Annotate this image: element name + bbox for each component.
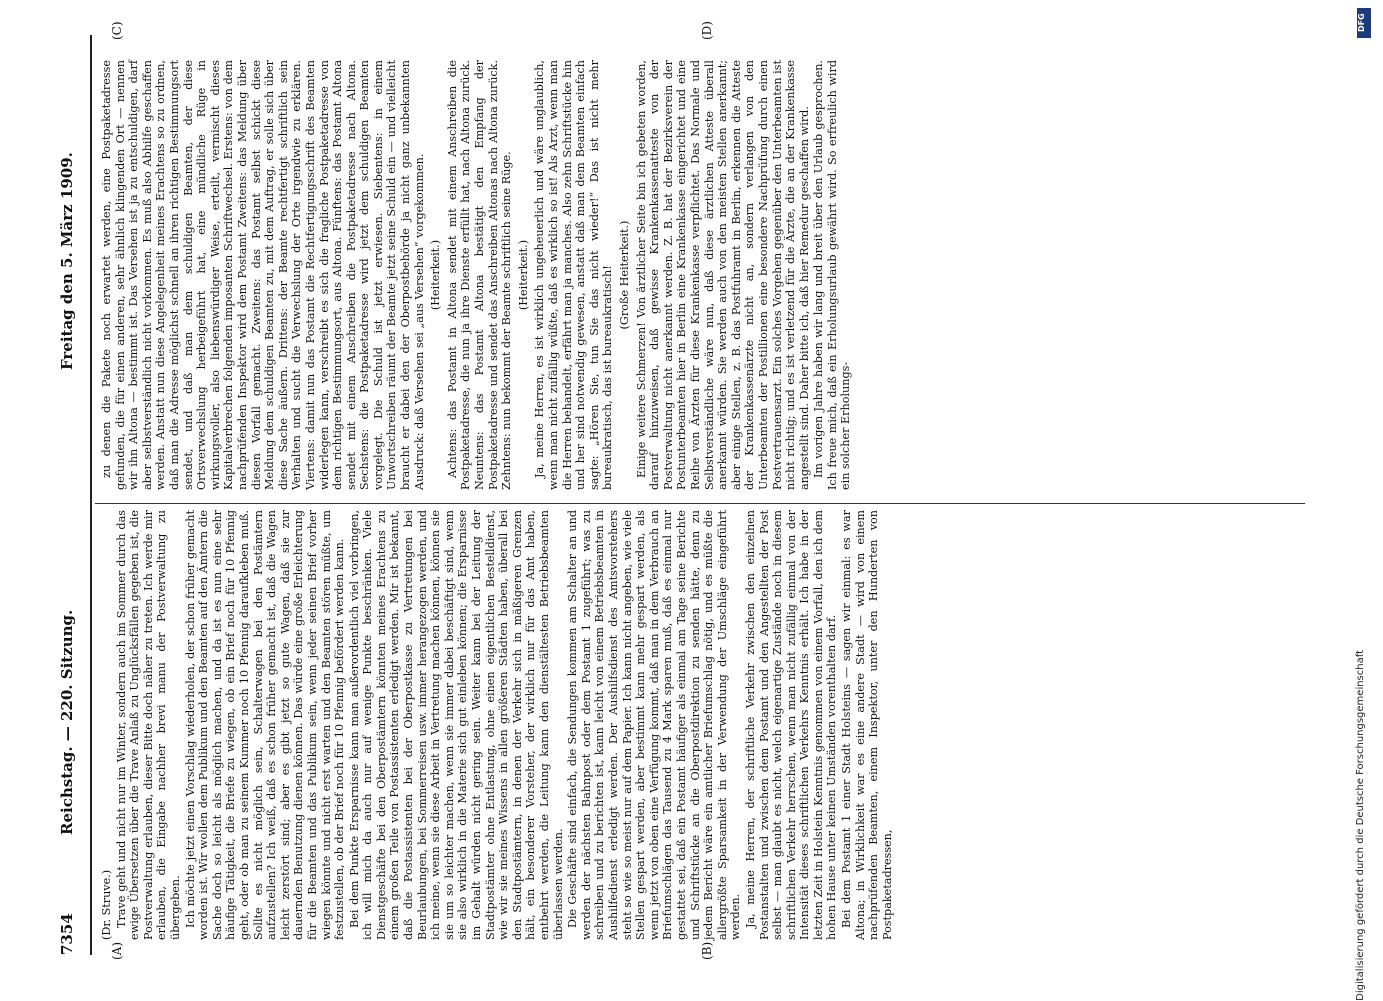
left-column (100, 510, 895, 940)
dfg-logo (1357, 8, 1371, 38)
margin-marker-a: (A) (110, 941, 124, 960)
credit-text: Digitalisierung gefördert durch die Deutsche Forschungsgemeinschaft (1355, 650, 1366, 1001)
column-divider (95, 503, 1305, 504)
margin-marker-d: (D) (700, 21, 714, 40)
paragraph: Einige weitere Schmerzen! Von ärztlicher Seite bin ich gebeten worden, darauf hinzuweisen, daß gewisse Krankenkassenatteste von der Postverwaltung nicht anerkannt werden. Z. B. hat der Bezirksverein der Postunterbeamten hier in Berlin eine Krankenkasse eingerichtet und eine Reihe von Ärzten für diese Krankenkasse verpflichtet. Das Normale und Selbstverständliche wäre nun, daß diese ärztlichen Atteste überall anerkannt würden. Sie werden auch von den meisten Stellen anerkannt; aber einige Stellen, z. B. das Postfuhramt in Berlin, erkennen die Atteste der Krankenkassenärzte nicht an, sondern verlangen von den Unterbeamten der Postillionen eine besondere Nachprüfung durch einen Postvertrauensarzt. Ein solches Vorgehen gegenüber den Unterbeamten ist nicht richtig; und es ist verletzend für die Ärzte, die an der Krankenkasse angestellt sind. Daher bitte ich, daß hier Remedur geschaffen wird. (634, 60, 811, 490)
digitization-credit (1355, 650, 1366, 1001)
paragraph: Bei dem Postamt 1 einer Stadt Holsteins — sagen wir einmal: es war Altona; in Wirklichkeit war es eine andere Stadt — wird von einem nachprüfenden Beamten, einem Inspektor, unter den Hunderten von Postpaketadressen, (840, 510, 894, 940)
paragraph: Ja, meine Herren, der schriftliche Verkehr zwischen den einzelnen Postanstalten und zwischen dem Postamt und den Angestellten der Post selbst — man glaubt es nicht, welch eigenartige Zustände noch in diesem schriftlichen Verkehr herrschen, wenn man nicht zufällig einmal von der Intensität dieses schriftlichen Verkehrs Kenntnis erhält. Ich habe in der letzten Zeit in Holstein Kenntnis genommen von einem Vorfall, den ich dem hohen Hause unter keinen Umständen vorenthalten darf. (743, 510, 839, 940)
interjection: (Große Heiterkeit.) (617, 220, 631, 330)
page-header (58, 25, 88, 955)
paragraph: Im vorigen Jahre haben wir lang und breit über den Urlaub gesprochen. Ich freue mich, daß ein Erholungsurlaub gewährt wird. So erfreulich wird ein solcher Erholungs- (812, 60, 853, 490)
interjection: (Heiterkeit.) (429, 239, 443, 311)
header-rule (90, 35, 92, 955)
margin-marker-c: (C) (110, 21, 124, 40)
paragraph: zu denen die Pakete noch erwartet werden, eine Postpaketadresse gefunden, die für einen anderen, sehr ähnlich klingenden Ort — nennen wir ihn Altona — bestimmt ist. Das Versehen ist ja zu entschuldigen, darf aber selbstverständlich nicht vorkommen. Es muß also Abhilfe geschaffen werden. Anstatt nun diese Angelegenheit meines Erachtens so zu ordnen, daß man die Adresse möglichst schnell an ihren richtigen Bestimmungsort sendet, und daß man dem schuldigen Beamten, der diese Ortsverwechslung herbeigeführt hat, eine mündliche Rüge in wirkungsvoller, also liebenswürdiger Weise, erteilt, vermischt dieses Kapitalverbrechen folgenden imposanten Schriftwechsel. Erstens: von dem nachprüfenden Inspektor wird dem Postamt Zweitens: das Meldung über diesen Vorfall gemacht. Zweitens: das Postamt selbst schickt diese Meldung dem schuldigen Beamten zu, mit dem Auftrag, er solle sich über diese Sache äußern. Drittens: der Beamte rechtfertigt schriftlich sein Verhalten und sucht die Verwechslung der Orte irgendwie zu erklären. Viertens: damit nun das Postamt die Rechtfertigungsschrift des Beamten widerlegen kann, verschreibt es sich die fragliche Postpaketadresse von dem richtigen Bestimmungsort, aus Altona. Fünftens: das Postamt Altona sendet mit einem Anschreiben die Postpaketadresse nach Altona. Sechstens: die Postpaketadresse wird jetzt dem schuldigen Beamten vorgelegt. Die Schuld ist jetzt erwiesen. Siebentens: in einem Unwortschreiben räumt der Beamte jetzt seine Schuld ein — und vielleicht braucht er dabei den der Oberpostbehörde ja nicht ganz unbekannten Ausdruck: daß Versehen sei „aus Versehen“ vorgekommen. (100, 60, 426, 490)
paragraph: Ja, meine Herren, es ist wirklich ungeheuerlich und wäre unglaublich, wenn man nicht zufällig wüßte, daß es wirklich so ist! Als Arzt, wenn man die Herren behandelt, erfährt man ja manches. Also zehn Schriftstücke hin und her sind notwendig gewesen, anstatt daß man dem Beamten einfach sagte: „Hören Sie, tun Sie das nicht wieder!“ Das ist nicht mehr bureaukratisch, das ist bureaukratisch! (533, 60, 615, 490)
paragraph: Trave geht und nicht nur im Winter, sondern auch im Sommer durch das ewige Übersetzen über die Trave Anlaß zu Unglücksfällen gegeben ist, die Postverwaltung erlauben, dieser Bitte doch näher zu treten. Ich werde mir erlauben, die Eingabe nachher brevi manu der Postverwaltung zu übergeben. (114, 510, 182, 940)
session-title: Reichstag. — 220. Sitzung. (58, 609, 76, 835)
margin-marker-b: (B) (700, 941, 714, 960)
interjection: (Heiterkeit.) (516, 239, 530, 311)
session-date: Freitag den 5. März 1909. (58, 152, 76, 370)
paragraph: Bei dem Punkte Ersparnisse kann man außerordentlich viel vorbringen, ich will mich da auch nur auf wenige Punkte beschränken. Viele Dienstgeschäfte bei den Oberpostämtern könnten meines Erachtens zu einem großen Teile von Postassistenten erledigt werden. Mir ist bekannt, daß die Postassistenten bei der Oberpostkasse zu Vertretungen bei Beurlaubungen, bei Sommerreisen usw. immer herangezogen werden, und ich meine, wenn sie diese Arbeit in Vertretung machen können, können sie sie um so leichter machen, wenn sie immer dabei beschäftigt sind, wenn sie also wirklich in die Materie sich gut einleben können; die Ersparnisse im Gehalt würden nicht gering sein. Weiter kann bei der Leitung der Stadtpostämter ohne Entlastung, ohne einen eigentlichen Bestelldienst, wie wir sie meines Wissens in allen größeren Städten haben, überall bei den Stadtpostämtern, in denen der Verkehr sich in mäßigeren Grenzen hält, ein besonderer Vorsteher, der wirklich nur für das Amt haben, entbehrt werden, die Leitung kann den dienstältesten Betriebsbeamten überlassen werden. (347, 510, 565, 940)
right-column (100, 60, 854, 490)
dfg-logo-text: DFG (1357, 13, 1366, 33)
page-number: 7354 (58, 913, 76, 955)
paragraph: (Dr. Struve.) (100, 869, 113, 940)
paragraph: Achtens: das Postamt in Altona sendet mit einem Anschreiben die Postpaketadresse, die nun ja ihre Dienste erfüllt hat, nach Altona zurück. Neuntens: das Postamt Altona bestätigt den Empfang der Postpaketadresse und sendet das Anschreiben Altonas nach Altona zurück. Zehntens: nun bekommt der Beamte schriftlich seine Rüge. (445, 60, 514, 490)
paragraph: Ich möchte jetzt einen Vorschlag wiederholen, der schon früher gemacht worden ist. Wir wollen dem Publikum und den Beamten auf den Ämtern die Sache doch so leicht als möglich machen, und da ist es nun eine sehr häufige Tätigkeit, die Briefe zu wiegen, ob ein Brief noch für 10 Pfennig geht, oder ob man zu seinem Kummer noch 10 Pfennig daraufkleben muß. Sollte es nicht möglich sein, Schalterwagen bei den Postämtern aufzustellen? Ich weiß, daß es schon früher gemacht ist, daß die Wagen leicht zerstört sind; aber es gibt jetzt so gute Wagen, daß sie zur dauernden Benutzung dienen können. Das würde eine große Erleichterung für die Beamten und das Publikum sein, wenn jeder seinen Brief vorher wiegen könnte und nicht erst warten und den Beamten stören müßte, um festzustellen, ob der Brief noch für 10 Pfennig befördert werden kann. (183, 510, 347, 940)
paragraph: Die Geschäfte sind einfach, die Sendungen kommen am Schalter an und werden der nächsten Bahnpost oder dem Postamt 1 zugeführt; was zu schreiben und zu berichten ist, kann leicht von einem Betriebsbeamten in Aushilfedienst erledigt werden. Der Aushilfsdienst des Amtsvorstehers steht so wie so meist nur auf dem Papier. Ich kann nicht angeben, wie viele Stellen gespart werden, aber bestimmt kann mehr gespart werden, als wenn jetzt von oben eine Verfügung kommt, daß man in dem Verbrauch an Briefumschlägen das Tausend zu 4 Mark sparen muß, daß es einmal nur gestattet sei, daß ein Postamt häufiger als einmal am Tage seine Berichte und Schriftstücke an die Oberpostdirektion zu senden hätte, denn zu jedem Bericht wäre ein amtlicher Briefumschlag nötig, und es müßte die allergrößte Sparsamkeit in der Verwendung der Umschläge eingeführt werden. (566, 510, 743, 940)
